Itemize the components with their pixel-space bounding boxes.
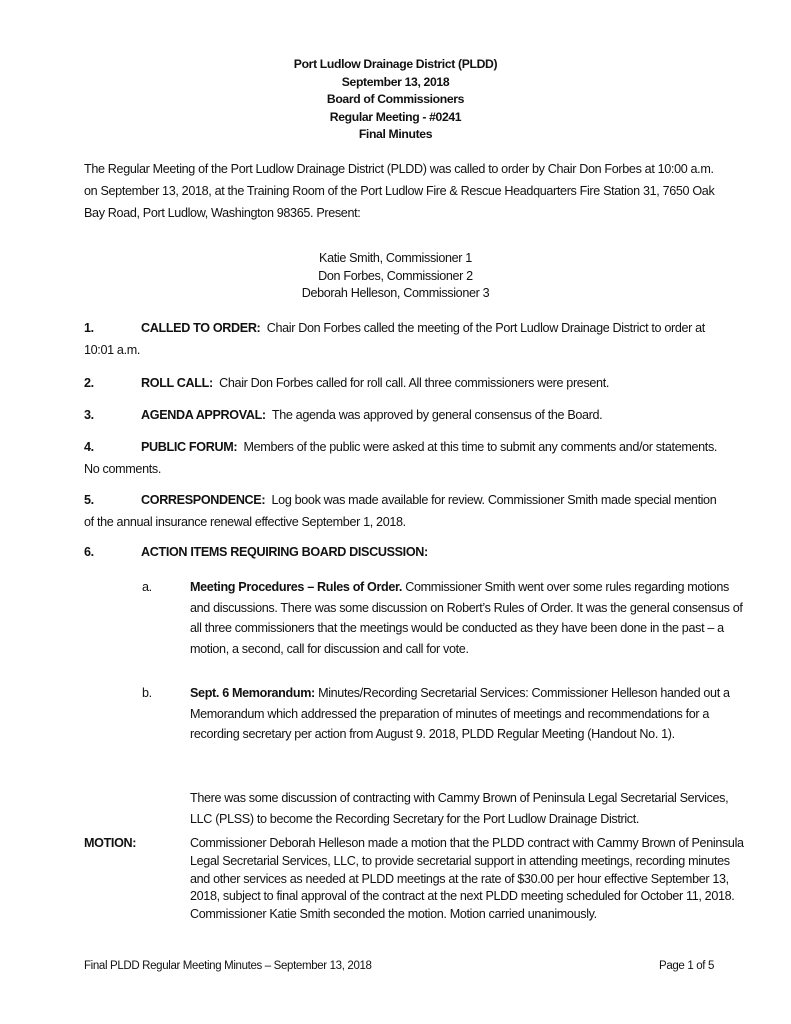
section-text: The agenda was approved by general consensus of the Board.: [271, 408, 603, 422]
subitem-letter: a.: [142, 580, 152, 594]
header-district: Port Ludlow Drainage District (PLDD): [293, 57, 498, 71]
motion-label: MOTION:: [84, 836, 137, 850]
section-number: 3.: [84, 408, 94, 422]
section-number: 2.: [84, 376, 94, 390]
header-date: September 13, 2018: [341, 74, 450, 89]
section-correspondence: [84, 489, 724, 533]
header-status: Final Minutes: [358, 127, 433, 141]
section-text: Chair Don Forbes called for roll call. All three commissioners were present.: [219, 376, 609, 390]
page-footer: [84, 960, 714, 972]
page-number: Page 1 of 5: [659, 960, 714, 972]
section-label: CORRESPONDENCE:: [141, 493, 266, 507]
present-member: Katie Smith, Commissioner 1: [319, 251, 472, 265]
section-number: 6.: [84, 545, 94, 559]
subitem-meeting-procedures: [142, 577, 742, 659]
header-board: Board of Commissioners: [326, 92, 465, 106]
motion-block: [84, 835, 744, 924]
section-public-forum: [84, 436, 724, 480]
subitem-letter: b.: [142, 686, 152, 700]
section-number: 4.: [84, 440, 94, 454]
subitem-text: Minutes/Recording Secretarial Services: Commissioner Helleson handed out a Memorandum which addressed the preparation of minutes of meetings and recommendations for a recording secretary per action from August 9. 2018, PLDD Regular Meeting (Handout No. 1).: [190, 686, 730, 741]
section-text: Chair Don Forbes called the meeting of the Port Ludlow Drainage District to order at 10:01 a.m.: [84, 321, 705, 357]
subitem-label: Sept. 6 Memorandum:: [190, 686, 315, 700]
section-label: AGENDA APPROVAL:: [141, 408, 266, 422]
present-member: Don Forbes, Commissioner 2: [318, 268, 473, 283]
subitem-text: Commissioner Smith went over some rules regarding motions and discussions. There was some discussion on Robert’s Rules of Order. It was the general consensus of all three commissioners that the meetings would be conducted as they have been done in the past – a motion, a second, call for discussion and call for vote.: [190, 580, 743, 656]
subitem-label: Meeting Procedures – Rules of Order.: [190, 580, 403, 594]
section-text: Log book was made available for review. Commissioner Smith made special mention of the annual insurance renewal effective September 1, 2018.: [84, 493, 717, 529]
section-agenda-approval: [84, 404, 724, 426]
section-label: PUBLIC FORUM:: [141, 440, 238, 454]
section-number: 1.: [84, 321, 94, 335]
section-text: Members of the public were asked at this time to submit any comments and/or statements. No comments.: [84, 440, 718, 476]
section-label: CALLED TO ORDER:: [141, 321, 261, 335]
subitem-memorandum-discussion: [142, 788, 742, 829]
subitem-memorandum: [142, 683, 742, 745]
present-member: Deborah Helleson, Commissioner 3: [301, 286, 490, 300]
intro-paragraph: The Regular Meeting of the Port Ludlow Drainage District (PLDD) was called to order by Chair Don Forbes at 10:00 a.m. on September 13, 2018, at the Training Room of the Port Ludlow Fire & Rescue Headquarters Fire Station 31, 7650 Oak Bay Road, Port Ludlow, Washington 98365. Present:: [84, 162, 715, 220]
section-label: ROLL CALL:: [141, 376, 213, 390]
footer-title: Final PLDD Regular Meeting Minutes – September 13, 2018: [84, 960, 372, 972]
section-called-to-order: [84, 317, 724, 361]
motion-text: Commissioner Deborah Helleson made a motion that the PLDD contract with Cammy Brown of Peninsula Legal Secretarial Services, LLC, to provide secretarial support in attending meetings, recording minutes and other services as needed at PLDD meetings at the rate of $30.00 per hour effective September 13, 2018, subject to final approval of the contract at the next PLDD meeting scheduled for October 11, 2018. Commissioner Katie Smith seconded the motion. Motion carried unanimously.: [190, 836, 744, 922]
section-roll-call: [84, 372, 724, 394]
document-header: [0, 56, 791, 144]
section-label: ACTION ITEMS REQUIRING BOARD DISCUSSION:: [141, 545, 428, 559]
subitem-text: There was some discussion of contracting with Cammy Brown of Peninsula Legal Secretarial Services, LLC (PLSS) to become the Recording Secretary for the Port Ludlow Drainage District.: [190, 791, 729, 826]
header-meeting: Regular Meeting - #0241: [329, 109, 462, 124]
section-action-items: [84, 541, 724, 563]
section-number: 5.: [84, 493, 94, 507]
present-list: [0, 250, 791, 303]
